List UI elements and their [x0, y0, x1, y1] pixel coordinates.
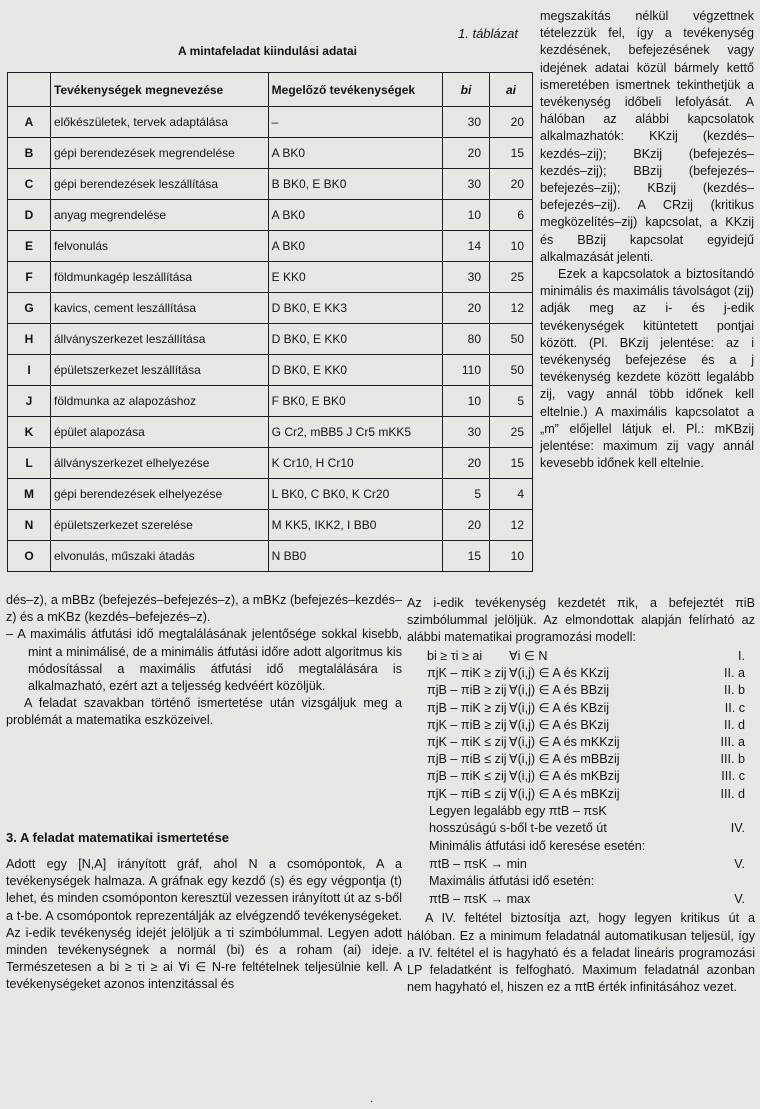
closing-paragraph: A IV. feltétel biztosítja azt, hogy legyen kritikus út a hálóban. Ez a minimum feladatnál automatikusan teljesül, így a IV. feltétel el is hagyható és a feladat lineáris programozási LP feladatként is felfogható. Maximum feladatnál azonban nem hagyható el, hiszen ez a πtB érték infinitásához vezet.	[407, 911, 755, 995]
row-a: 12	[490, 510, 533, 541]
row-b: 15	[443, 541, 490, 572]
formula-row	[407, 648, 755, 665]
formula-condition: ∀(i,j) ∈ A és mKBzij	[509, 769, 620, 784]
section-heading: 3. A feladat matematikai ismertetése	[6, 830, 230, 845]
header-a: ai	[490, 73, 533, 107]
row-code: G	[8, 293, 51, 324]
right-paragraph-1: megszakítás nélkül végzettnek tételezzük fel, így a tevékenység kezdésének, befejezésének vagy idejének adatai közül bármely kettő ismeretében ismertnek tekinthetjük a tevékenység időbeli lefolyását. A hálóban az alábbi kapcsolatok alkalmazhatók: KKzij (kezdés–kezdés–zij); BKzij (befejezés–kezdés–zij); BBzij (befejezés–befejezés–zij); KBzij (kezdés–befejezés–zij). A CRzij (kritikus megközelítés–zij) kapcsolat, a KKzij és BBzij kapcsolat egyidejű alkalmazását jelenti.	[540, 9, 754, 264]
formula-expression: πjK – πiK ≤ zij	[427, 735, 507, 749]
row-b: 30	[443, 262, 490, 293]
table-row	[8, 107, 533, 138]
table-row	[8, 510, 533, 541]
condition-text: Legyen legalább egy πtB – πsK	[429, 803, 607, 818]
row-a: 25	[490, 262, 533, 293]
row-a: 25	[490, 417, 533, 448]
row-b: 20	[443, 138, 490, 169]
row-name: épületszerkezet szerelése	[51, 510, 269, 541]
formula-row	[407, 803, 755, 820]
row-a: 50	[490, 355, 533, 386]
formula-expression: bi ≥ τi ≥ ai	[427, 649, 483, 663]
section-paragraph-1: Adott egy [N,A] irányított gráf, ahol N a csomópontok, A a tevékenységek halmaza. A gráfnak egy kezdő (s) és egy végpontja (t) lehet, és minden csomóponton keresztül vezessen irányított út az s-ből a t-be. A csomópontok reprezentálják az elvégzendő tevékenységeket. Az i-edik tevékenység idejét jelöljük a τi szimbólummal. Legyen adott minden tevékenységnek a normál (bi) és a roham (ai) ideje. Természetesen a bi ≥ τi ≥ ai ∀i ∈ N-re feltételnek teljesülnie kell. A tevékenységeket azonos intenzitással és	[6, 857, 402, 992]
row-name: kavics, cement leszállítása	[51, 293, 269, 324]
header-predecessors: Megelőző tevékenységek	[268, 73, 442, 107]
formula-expression: πjB – πiB ≤ zij	[427, 752, 507, 767]
formula-row	[407, 786, 755, 803]
table-row	[8, 355, 533, 386]
table-body	[8, 107, 533, 572]
row-name: állványszerkezet elhelyezése	[51, 448, 269, 479]
row-a: 10	[490, 231, 533, 262]
formula-row	[407, 734, 755, 751]
row-name: gépi berendezések elhelyezése	[51, 479, 269, 510]
row-name: anyag megrendelése	[51, 200, 269, 231]
formula-condition: ∀(i,j) ∈ A és KKzij	[509, 666, 610, 681]
left-paragraph-1: dés–z), a mBBz (befejezés–befejezés–z), a mBKz (befejezés–kezdés–z) és a mKBz (kezdés–befejezés–z).	[6, 593, 402, 625]
section-text	[6, 856, 402, 994]
row-code: M	[8, 479, 51, 510]
row-code: J	[8, 386, 51, 417]
row-b: 30	[443, 107, 490, 138]
formula-row	[407, 820, 755, 837]
table-title: A mintafeladat kiindulási adatai	[178, 44, 357, 58]
formula-condition: ∀(i,j) ∈ A és KBzij	[509, 700, 610, 715]
objective-label: Maximális átfutási idő esetén:	[429, 874, 595, 889]
row-b: 10	[443, 200, 490, 231]
formula-condition: ∀(i,j) ∈ A és mBBzij	[509, 752, 620, 767]
row-b: 30	[443, 169, 490, 200]
row-code: A	[8, 107, 51, 138]
row-name: felvonulás	[51, 231, 269, 262]
row-a: 20	[490, 107, 533, 138]
formula-number: III. a	[720, 735, 745, 749]
formula-condition: ∀(i,j) ∈ A és BKzij	[509, 717, 610, 732]
row-b: 20	[443, 510, 490, 541]
table-caption: 1. táblázat	[458, 26, 518, 41]
right-column-text	[540, 8, 754, 472]
row-name: előkészületek, tervek adaptálása	[51, 107, 269, 138]
formula-number: V.	[734, 856, 745, 871]
row-predecessors: A BK0	[268, 200, 442, 231]
row-a: 6	[490, 200, 533, 231]
row-a: 50	[490, 324, 533, 355]
left-paragraph-3: A feladat szavakban történő ismertetése után vizsgáljuk meg a problémát a matematika eszközeivel.	[6, 696, 402, 728]
formula-number: II. b	[724, 683, 745, 698]
formula-block	[407, 648, 755, 1068]
formula-condition: ∀i ∈ N	[509, 649, 548, 663]
row-predecessors: D BK0, E KK0	[268, 355, 442, 386]
row-b: 20	[443, 448, 490, 479]
formula-condition: ∀(i,j) ∈ A és mKKzij	[509, 735, 620, 749]
row-predecessors: A BK0	[268, 231, 442, 262]
header-b: bi	[443, 73, 490, 107]
row-code: I	[8, 355, 51, 386]
table-row	[8, 479, 533, 510]
row-a: 10	[490, 541, 533, 572]
formula-number: III. c	[721, 769, 745, 784]
formula-number: IV.	[730, 821, 745, 836]
header-code	[8, 73, 51, 107]
footer-mark: ·	[370, 1096, 374, 1107]
left-paragraph-2: – A maximális átfutási idő megtalálásának jelentősége sokkal kisebb, mint a minimálisé, de a minimális átfutási időre adott algoritmus kis módosítással a maximális átfutási idő megtalálására is alkalmazható, ezért azt a teljesség kedvéért közöljük.	[6, 627, 402, 694]
row-code: H	[8, 324, 51, 355]
formula-row	[407, 891, 755, 908]
row-name: épület alapozása	[51, 417, 269, 448]
objective-expression: πtB – πsK → max	[429, 891, 531, 906]
table-row	[8, 448, 533, 479]
table-row	[8, 541, 533, 572]
table-row	[8, 324, 533, 355]
objective-label: Minimális átfutási idő keresése esetén:	[429, 839, 646, 853]
formula-expression: πjB – πiK ≥ zij	[427, 700, 507, 715]
row-predecessors: K Cr10, H Cr10	[268, 448, 442, 479]
row-predecessors: L BK0, C BK0, K Cr20	[268, 479, 442, 510]
formula-number: II. c	[724, 700, 745, 715]
row-name: földmunka az alapozáshoz	[51, 386, 269, 417]
row-predecessors: M KK5, IKK2, I BB0	[268, 510, 442, 541]
row-name: elvonulás, műszaki átadás	[51, 541, 269, 572]
row-predecessors: A BK0	[268, 138, 442, 169]
table-row	[8, 262, 533, 293]
row-name: gépi berendezések leszállítása	[51, 169, 269, 200]
table-row	[8, 138, 533, 169]
formula-number: I.	[738, 649, 745, 663]
row-predecessors: D BK0, E KK0	[268, 324, 442, 355]
formula-number: II. a	[724, 666, 745, 681]
formula-expression: πjB – πiK ≤ zij	[427, 769, 507, 784]
row-b: 30	[443, 417, 490, 448]
row-name: földmunkagép leszállítása	[51, 262, 269, 293]
row-a: 12	[490, 293, 533, 324]
formula-row	[407, 768, 755, 785]
right-paragraph-2: Ezek a kapcsolatok a biztosítandó minimális és maximális távolságot (zij) adják meg az i- és j-edik tevékenységek kitüntetett pontjai között. (Pl. BKzij jelentése: az i tevékenység befejezése és a j tevékenység kezdete között legalább zij, vagy annál több időnek kell eltelnie.) A maximális kapcsolatot a „m” előjellel látjuk el. Pl.: mKBzij jelentése: maximum zij vagy annál kevesebb időnek kell eltelnie.	[540, 267, 754, 471]
row-a: 15	[490, 448, 533, 479]
row-predecessors: F BK0, E BK0	[268, 386, 442, 417]
row-a: 5	[490, 386, 533, 417]
row-b: 10	[443, 386, 490, 417]
row-a: 4	[490, 479, 533, 510]
row-name: gépi berendezések megrendelése	[51, 138, 269, 169]
row-b: 5	[443, 479, 490, 510]
formula-expression: πjK – πiB ≤ zij	[427, 786, 507, 801]
row-a: 15	[490, 138, 533, 169]
formula-row	[407, 856, 755, 873]
formula-number: II. d	[724, 717, 745, 732]
row-b: 20	[443, 293, 490, 324]
table-row	[8, 169, 533, 200]
row-code: K	[8, 417, 51, 448]
row-name: állványszerkezet leszállítása	[51, 324, 269, 355]
row-a: 20	[490, 169, 533, 200]
row-b: 14	[443, 231, 490, 262]
table-row	[8, 200, 533, 231]
row-b: 110	[443, 355, 490, 386]
model-intro-text: Az i-edik tevékenység kezdetét πik, a befejeztét πiB szimbólummal jelöljük. Az elmondottak alapján felírható az alábbi matematikai programozási modell:	[407, 596, 755, 645]
row-predecessors: D BK0, E KK3	[268, 293, 442, 324]
row-predecessors: B BK0, E BK0	[268, 169, 442, 200]
formula-row	[407, 665, 755, 682]
table-row	[8, 417, 533, 448]
table-row	[8, 293, 533, 324]
objective-expression: πtB – πsK → min	[429, 856, 527, 871]
formula-expression: πjK – πiK ≥ zij	[427, 666, 507, 681]
formula-expression: πjK – πiB ≥ zij	[427, 717, 507, 732]
header-name: Tevékenységek megnevezése	[51, 73, 269, 107]
formula-expression: πjB – πiB ≥ zij	[427, 683, 507, 698]
formula-row	[407, 700, 755, 717]
row-code: B	[8, 138, 51, 169]
formula-condition: ∀(i,j) ∈ A és BBzij	[509, 683, 610, 698]
row-code: L	[8, 448, 51, 479]
formula-number: III. b	[720, 752, 745, 767]
formula-number: III. d	[720, 786, 745, 801]
table-row	[8, 231, 533, 262]
row-predecessors: –	[268, 107, 442, 138]
row-predecessors: G Cr2, mBB5 J Cr5 mKK5	[268, 417, 442, 448]
data-table	[7, 72, 533, 572]
formula-condition: ∀(i,j) ∈ A és mBKzij	[509, 786, 620, 801]
row-predecessors: E KK0	[268, 262, 442, 293]
condition-text: hosszúságú s-ből t-be vezető út	[429, 821, 607, 836]
left-column-text	[6, 592, 402, 730]
formula-row	[407, 873, 755, 890]
table-row	[8, 386, 533, 417]
table-header-row	[8, 73, 533, 107]
row-code: E	[8, 231, 51, 262]
formula-row	[407, 751, 755, 768]
row-code: N	[8, 510, 51, 541]
row-b: 80	[443, 324, 490, 355]
row-name: épületszerkezet leszállítása	[51, 355, 269, 386]
row-code: C	[8, 169, 51, 200]
row-code: O	[8, 541, 51, 572]
model-intro	[407, 595, 755, 647]
formula-row	[407, 838, 755, 855]
row-code: F	[8, 262, 51, 293]
row-code: D	[8, 200, 51, 231]
formula-number: V.	[734, 891, 745, 906]
formula-row	[407, 682, 755, 699]
row-predecessors: N BB0	[268, 541, 442, 572]
formula-row	[407, 717, 755, 734]
